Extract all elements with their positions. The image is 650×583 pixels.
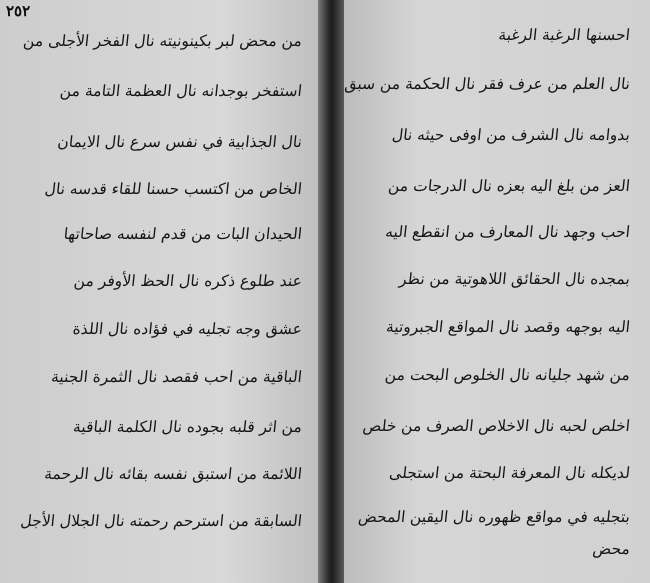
- text-line: اللائمة من استبق نفسه بقائه نال الرحمة: [43, 465, 303, 483]
- text-line: بدوامه نال الشرف من اوفى حيثه نال: [391, 126, 631, 144]
- text-line: استفخر بوجدانه نال العظمة التامة من: [59, 82, 303, 100]
- text-line: الخاص من اكتسب حسنا للقاء قدسه نال: [43, 180, 303, 198]
- text-line: لديكله نال المعرفة البحتة من استجلى: [388, 464, 631, 482]
- text-line: العز من بلغ اليه بعزه نال الدرجات من: [387, 177, 631, 195]
- text-line: اخلص لحبه نال الاخلاص الصرف من خلص: [361, 417, 631, 435]
- text-line: من شهد جليانه نال الخلوص البحت من: [384, 366, 631, 384]
- text-line: عشق وجه تجليه في فؤاده نال اللذة: [71, 320, 303, 338]
- text-line: الباقية من احب فقصد نال الثمرة الجنية: [50, 368, 303, 386]
- text-line: بمجده نال الحقائق اللاهوتية من نظر: [398, 270, 631, 288]
- page-number: ٢٥٢: [6, 2, 31, 20]
- text-line: نال العلم من عرف فقر نال الحكمة من سبق: [343, 75, 631, 93]
- text-line: من محض لبر بكينونيته نال الفخر الأجلى من: [22, 32, 303, 50]
- right-page: [344, 0, 650, 583]
- text-line: احب وجهد نال المعارف من انقطع اليه: [384, 223, 631, 241]
- text-line: محض: [591, 540, 631, 558]
- text-line: اليه بوجهه وقصد نال المواقع الجبروتية: [385, 318, 631, 336]
- book-gutter: [318, 0, 344, 583]
- text-line: احسنها الرغبة الرغبة: [497, 26, 631, 44]
- text-line: عند طلوع ذكره نال الحظ الأوفر من: [73, 272, 303, 290]
- text-line: بتجليه في مواقع ظهوره نال اليقين المحض: [357, 508, 631, 526]
- text-line: من اثر قلبه بجوده نال الكلمة الباقية: [72, 418, 303, 436]
- text-line: نال الجذابية في نفس سرع نال الايمان: [56, 133, 303, 151]
- text-line: السابقة من استرحم رحمته نال الجلال الأجل: [19, 512, 303, 530]
- text-line: الحيدان البات من قدم لنفسه صاحاتها: [62, 225, 303, 243]
- left-page: [0, 0, 318, 583]
